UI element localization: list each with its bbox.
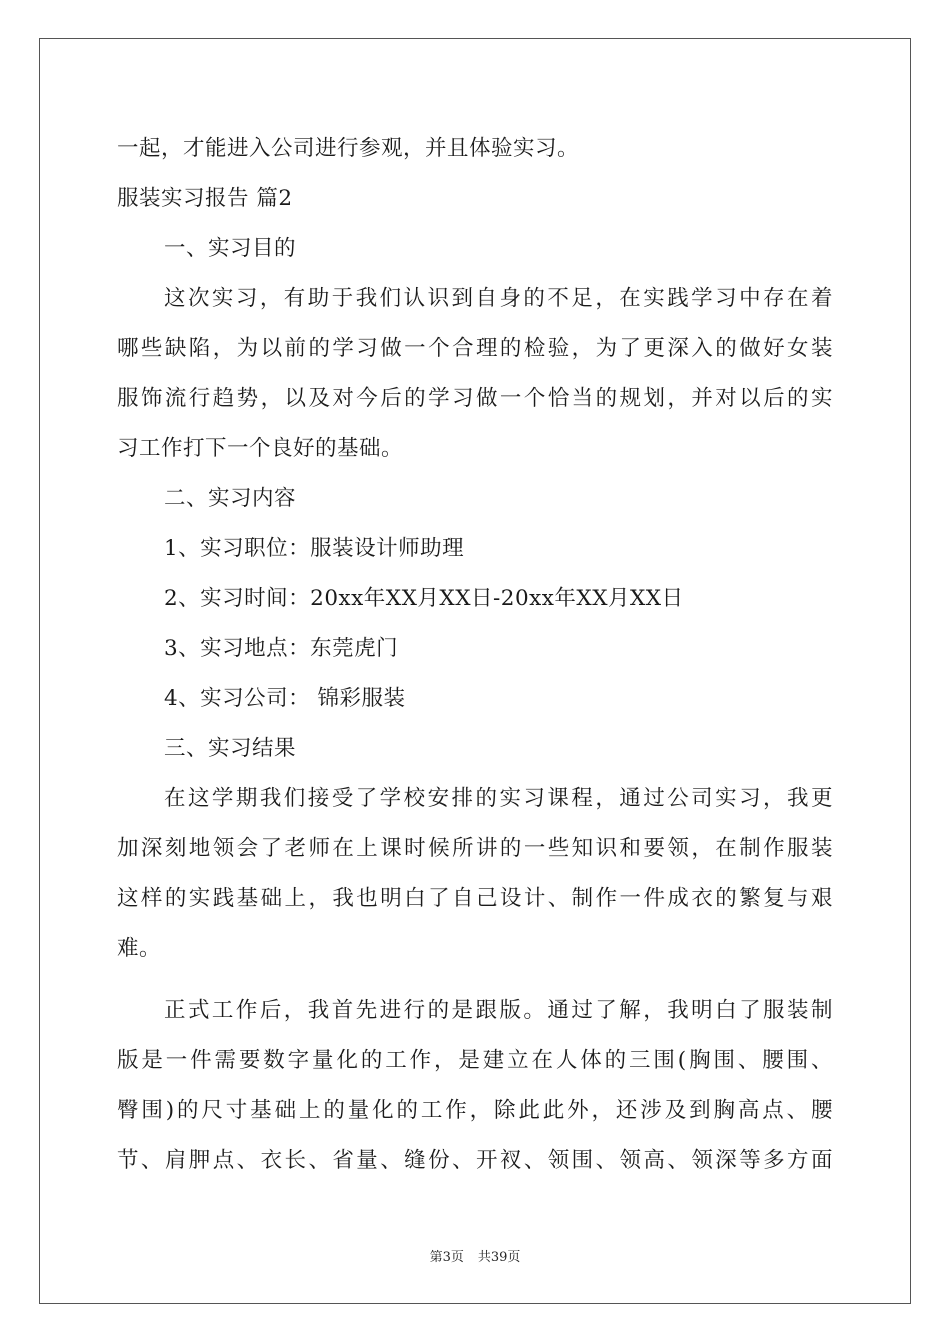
paragraph-line: 这样的实践基础上，我也明白了自己设计、制作一件成衣的繁复与艰	[117, 886, 833, 911]
paragraph-line: 哪些缺陷，为以前的学习做一个合理的检验，为了更深入的做好女装	[117, 336, 833, 361]
paragraph-line: 难。	[117, 936, 162, 961]
paragraph-line: 服饰流行趋势，以及对今后的学习做一个恰当的规划，并对以后的实	[117, 386, 833, 411]
list-item: 3、实习地点：东莞虎门	[164, 636, 399, 661]
list-item: 4、实习公司： 锦彩服装	[164, 686, 406, 711]
paragraph-line: 节、肩胛点、衣长、省量、缝份、开衩、领围、领高、领深等多方面	[117, 1148, 833, 1173]
paragraph-line: 加深刻地领会了老师在上课时候所讲的一些知识和要领，在制作服装	[117, 836, 833, 861]
page-number: 第3页	[429, 1250, 464, 1265]
paragraph-line: 臀围)的尺寸基础上的量化的工作，除此此外，还涉及到胸高点、腰	[117, 1098, 833, 1123]
paragraph-line: 这次实习，有助于我们认识到自身的不足，在实践学习中存在着	[164, 286, 833, 311]
page-total: 共39页	[477, 1250, 521, 1265]
list-item: 2、实习时间：20xx年XX月XX日-20xx年XX月XX日	[164, 586, 684, 611]
heading-content: 二、实习内容	[164, 486, 297, 511]
document-body	[117, 133, 833, 1195]
section-title: 服装实习报告 篇2	[117, 186, 293, 211]
paragraph-line: 在这学期我们接受了学校安排的实习课程，通过公司实习，我更	[164, 786, 833, 811]
paragraph-line: 正式工作后，我首先进行的是跟版。通过了解，我明白了服装制	[164, 998, 833, 1023]
paragraph-line: 版是一件需要数字量化的工作，是建立在人体的三围(胸围、腰围、	[117, 1048, 833, 1073]
heading-result: 三、实习结果	[164, 736, 297, 761]
paragraph-line: 习工作打下一个良好的基础。	[117, 436, 404, 461]
list-item: 1、实习职位：服装设计师助理	[164, 536, 465, 561]
heading-purpose: 一、实习目的	[164, 236, 297, 261]
page-footer	[0, 1246, 950, 1265]
paragraph-line: 一起，才能进入公司进行参观，并且体验实习。	[117, 136, 580, 161]
